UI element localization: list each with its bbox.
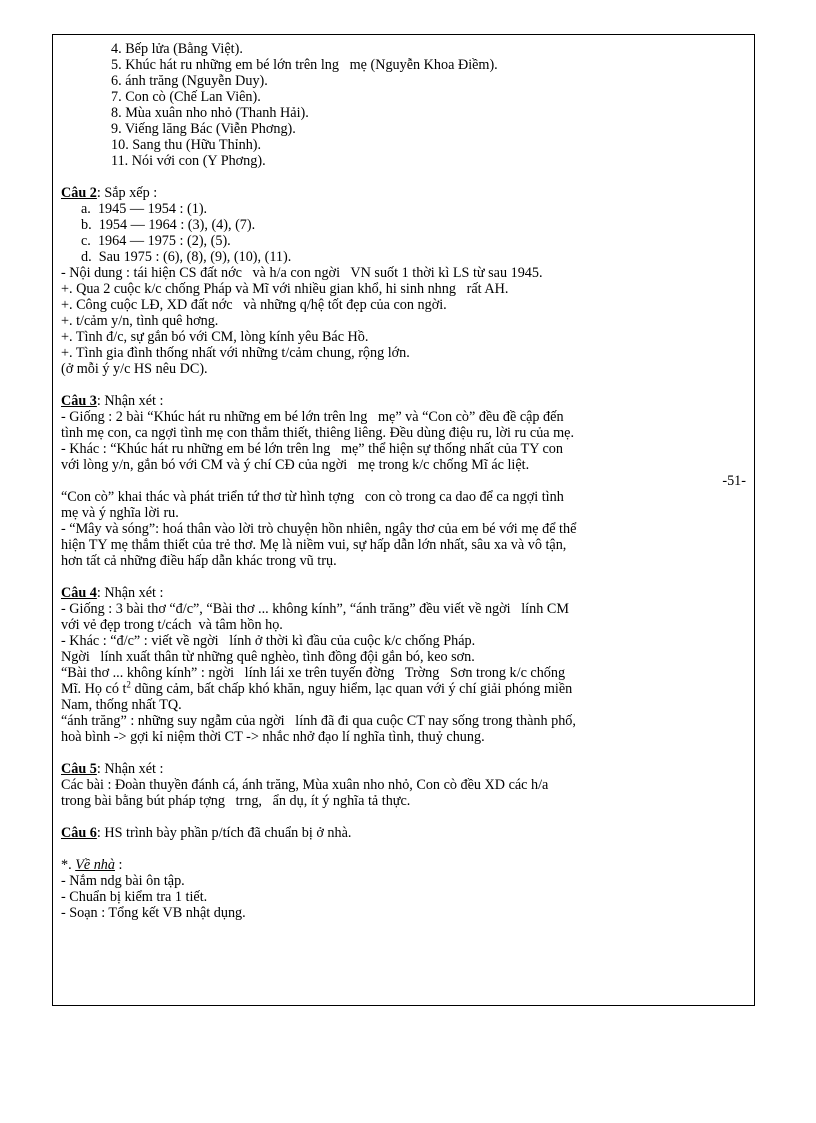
question-2-label: Câu 2: [61, 185, 97, 201]
homework-item: - Soạn : Tổng kết VB nhật dụng.: [61, 905, 246, 921]
q5-line: Các bài : Đoàn thuyền đánh cá, ánh trăng, Mùa xuân nho nhỏ, Con cò đều XD các h/a: [61, 777, 549, 793]
q3-line: “Con cò” khai thác và phát triển tứ thơ từ hình tợng con cò trong ca dao để ca ngợi tình: [61, 489, 564, 505]
question-6-label: Câu 6: [61, 825, 97, 841]
q2-order-item: d. Sau 1975 : (6), (8), (9), (10), (11).: [81, 249, 292, 265]
q4-line-part: Mĩ. Họ có t: [61, 681, 127, 697]
question-2-title: : Sắp xếp :: [96, 185, 158, 201]
homework-heading: [61, 857, 746, 873]
q2-order-item: c. 1964 — 1975 : (2), (5).: [81, 233, 231, 249]
question-3-section: [61, 393, 746, 569]
q3-line: với lòng y/n, gắn bó với CM và ý chí CĐ của ngời mẹ trong k/c chống Mĩ ác liệt.: [61, 457, 530, 473]
poem-item: 11. Nói với con (Y Phơng).: [111, 153, 266, 169]
superscript: 2: [126, 679, 131, 690]
q3-line: - Khác : “Khúc hát ru những em bé lớn trên lng mẹ” thể hiện sự thống nhất của TY con: [61, 441, 563, 457]
q2-order-item: a. 1945 — 1954 : (1).: [81, 201, 208, 217]
question-2-section: [61, 185, 746, 377]
q4-line: - Khác : “đ/c” : viết về ngời lính ở thời kì đầu của cuộc k/c chống Pháp.: [61, 633, 476, 649]
poem-item: 5. Khúc hát ru những em bé lớn trên lng mẹ (Nguyễn Khoa Điềm).: [111, 57, 498, 73]
q4-line-superscript: [61, 681, 746, 697]
poem-list: [61, 41, 746, 169]
q3-line: - Giống : 2 bài “Khúc hát ru những em bé lớn trên lng mẹ” và “Con cò” đều đề cập đến: [61, 409, 564, 425]
homework-section: [61, 857, 746, 921]
q2-content-line: +. Tình gia đình thống nhất với những t/cảm chung, rộng lớn.: [61, 345, 410, 361]
q2-content-line: +. Công cuộc LĐ, XD đất nớc và những q/hệ tốt đẹp của con ngời.: [61, 297, 447, 313]
question-3-label: Câu 3: [61, 393, 97, 409]
question-2-heading: [61, 185, 746, 201]
poem-item: 10. Sang thu (Hữu Thỉnh).: [111, 137, 262, 153]
question-6-title: : HS trình bày phần p/tích đã chuẩn bị ở nhà.: [96, 825, 352, 841]
question-5-title: : Nhận xét :: [96, 761, 164, 777]
question-4-heading: [61, 585, 746, 601]
q4-line: hoà bình -> gợi kỉ niệm thời CT -> nhắc nhở đạo lí nghĩa tình, thuỷ chung.: [61, 729, 485, 745]
question-5-label: Câu 5: [61, 761, 97, 777]
poem-item: 8. Mùa xuân nho nhỏ (Thanh Hải).: [111, 105, 309, 121]
poem-item: 7. Con cò (Chế Lan Viên).: [111, 89, 261, 105]
q4-line: Nam, thống nhất TQ.: [61, 697, 182, 713]
q4-line: “ánh trăng” : những suy ngẫm của ngời lính đã đi qua cuộc CT nay sống trong thành phố,: [61, 713, 576, 729]
q4-line: Ngời lính xuất thân từ những quê nghèo, tình đồng đội gắn bó, keo sơn.: [61, 649, 475, 665]
question-5-heading: [61, 761, 746, 777]
q2-content-line: +. Qua 2 cuộc k/c chống Pháp và Mĩ với nhiều gian khổ, hi sinh nhng rất AH.: [61, 281, 509, 297]
question-4-label: Câu 4: [61, 585, 97, 601]
q4-line: với vẻ đẹp trong t/cách và tâm hồn họ.: [61, 617, 283, 633]
q3-line: tình mẹ con, ca ngợi tình mẹ con thắm thiết, thiêng liêng. Đều dùng điệu ru, lời ru của mẹ.: [61, 425, 575, 441]
page-number: -51-: [722, 473, 746, 489]
q2-content-line: (ở mỗi ý y/c HS nêu DC).: [61, 361, 208, 377]
q5-line: trong bài bằng bút pháp tợng trng, ẩn dụ, ít ý nghĩa tả thực.: [61, 793, 411, 809]
q3-line: mẹ và ý nghĩa lời ru.: [61, 505, 179, 521]
q4-line-part: dũng cảm, bất chấp khó khăn, nguy hiểm, lạc quan với ý chí giải phóng miền: [130, 681, 573, 697]
q2-content-line: +. t/cảm y/n, tình quê hơng.: [61, 313, 219, 329]
q3-line: - “Mây và sóng”: hoá thân vào lời trò chuyện hồn nhiên, ngây thơ của em bé với mẹ để thể: [61, 521, 577, 537]
question-6-heading: [61, 825, 746, 841]
q2-content-line: +. Tình đ/c, sự gắn bó với CM, lòng kính yêu Bác Hồ.: [61, 329, 369, 345]
q4-line: “Bài thơ ... không kính” : ngời lính lái xe trên tuyến đờng Trờng Sơn trong k/c chống: [61, 665, 566, 681]
question-5-section: [61, 761, 746, 809]
q4-line: - Giống : 3 bài thơ “đ/c”, “Bài thơ ... không kính”, “ánh trăng” đều viết về ngời lính CM: [61, 601, 569, 617]
homework-prefix: *.: [61, 857, 76, 873]
homework-item: - Nắm ndg bài ôn tập.: [61, 873, 185, 889]
question-4-title: : Nhận xét :: [96, 585, 164, 601]
question-6-section: [61, 825, 746, 841]
poem-item: 4. Bếp lửa (Bằng Việt).: [111, 41, 243, 57]
homework-item: - Chuẩn bị kiểm tra 1 tiết.: [61, 889, 208, 905]
q2-content-line: - Nội dung : tái hiện CS đất nớc và h/a con ngời VN suốt 1 thời kì LS từ sau 1945.: [61, 265, 543, 281]
q3-line: hơn tất cả những điều hấp dẫn khác trong vũ trụ.: [61, 553, 337, 569]
question-3-title: : Nhận xét :: [96, 393, 164, 409]
question-4-section: [61, 585, 746, 745]
poem-item: 9. Viếng lăng Bác (Viễn Phơng).: [111, 121, 296, 137]
q2-order-item: b. 1954 — 1964 : (3), (4), (7).: [81, 217, 256, 233]
poem-item: 6. ánh trăng (Nguyễn Duy).: [111, 73, 268, 89]
document-page: [52, 34, 755, 1006]
homework-label: Về nhà: [75, 857, 115, 873]
homework-suffix: :: [114, 857, 123, 873]
question-3-heading: [61, 393, 746, 409]
q3-line: hiện TY mẹ thắm thiết của trẻ thơ. Mẹ là niềm vui, sự hấp dẫn lớn nhất, sâu xa và vô tận,: [61, 537, 567, 553]
